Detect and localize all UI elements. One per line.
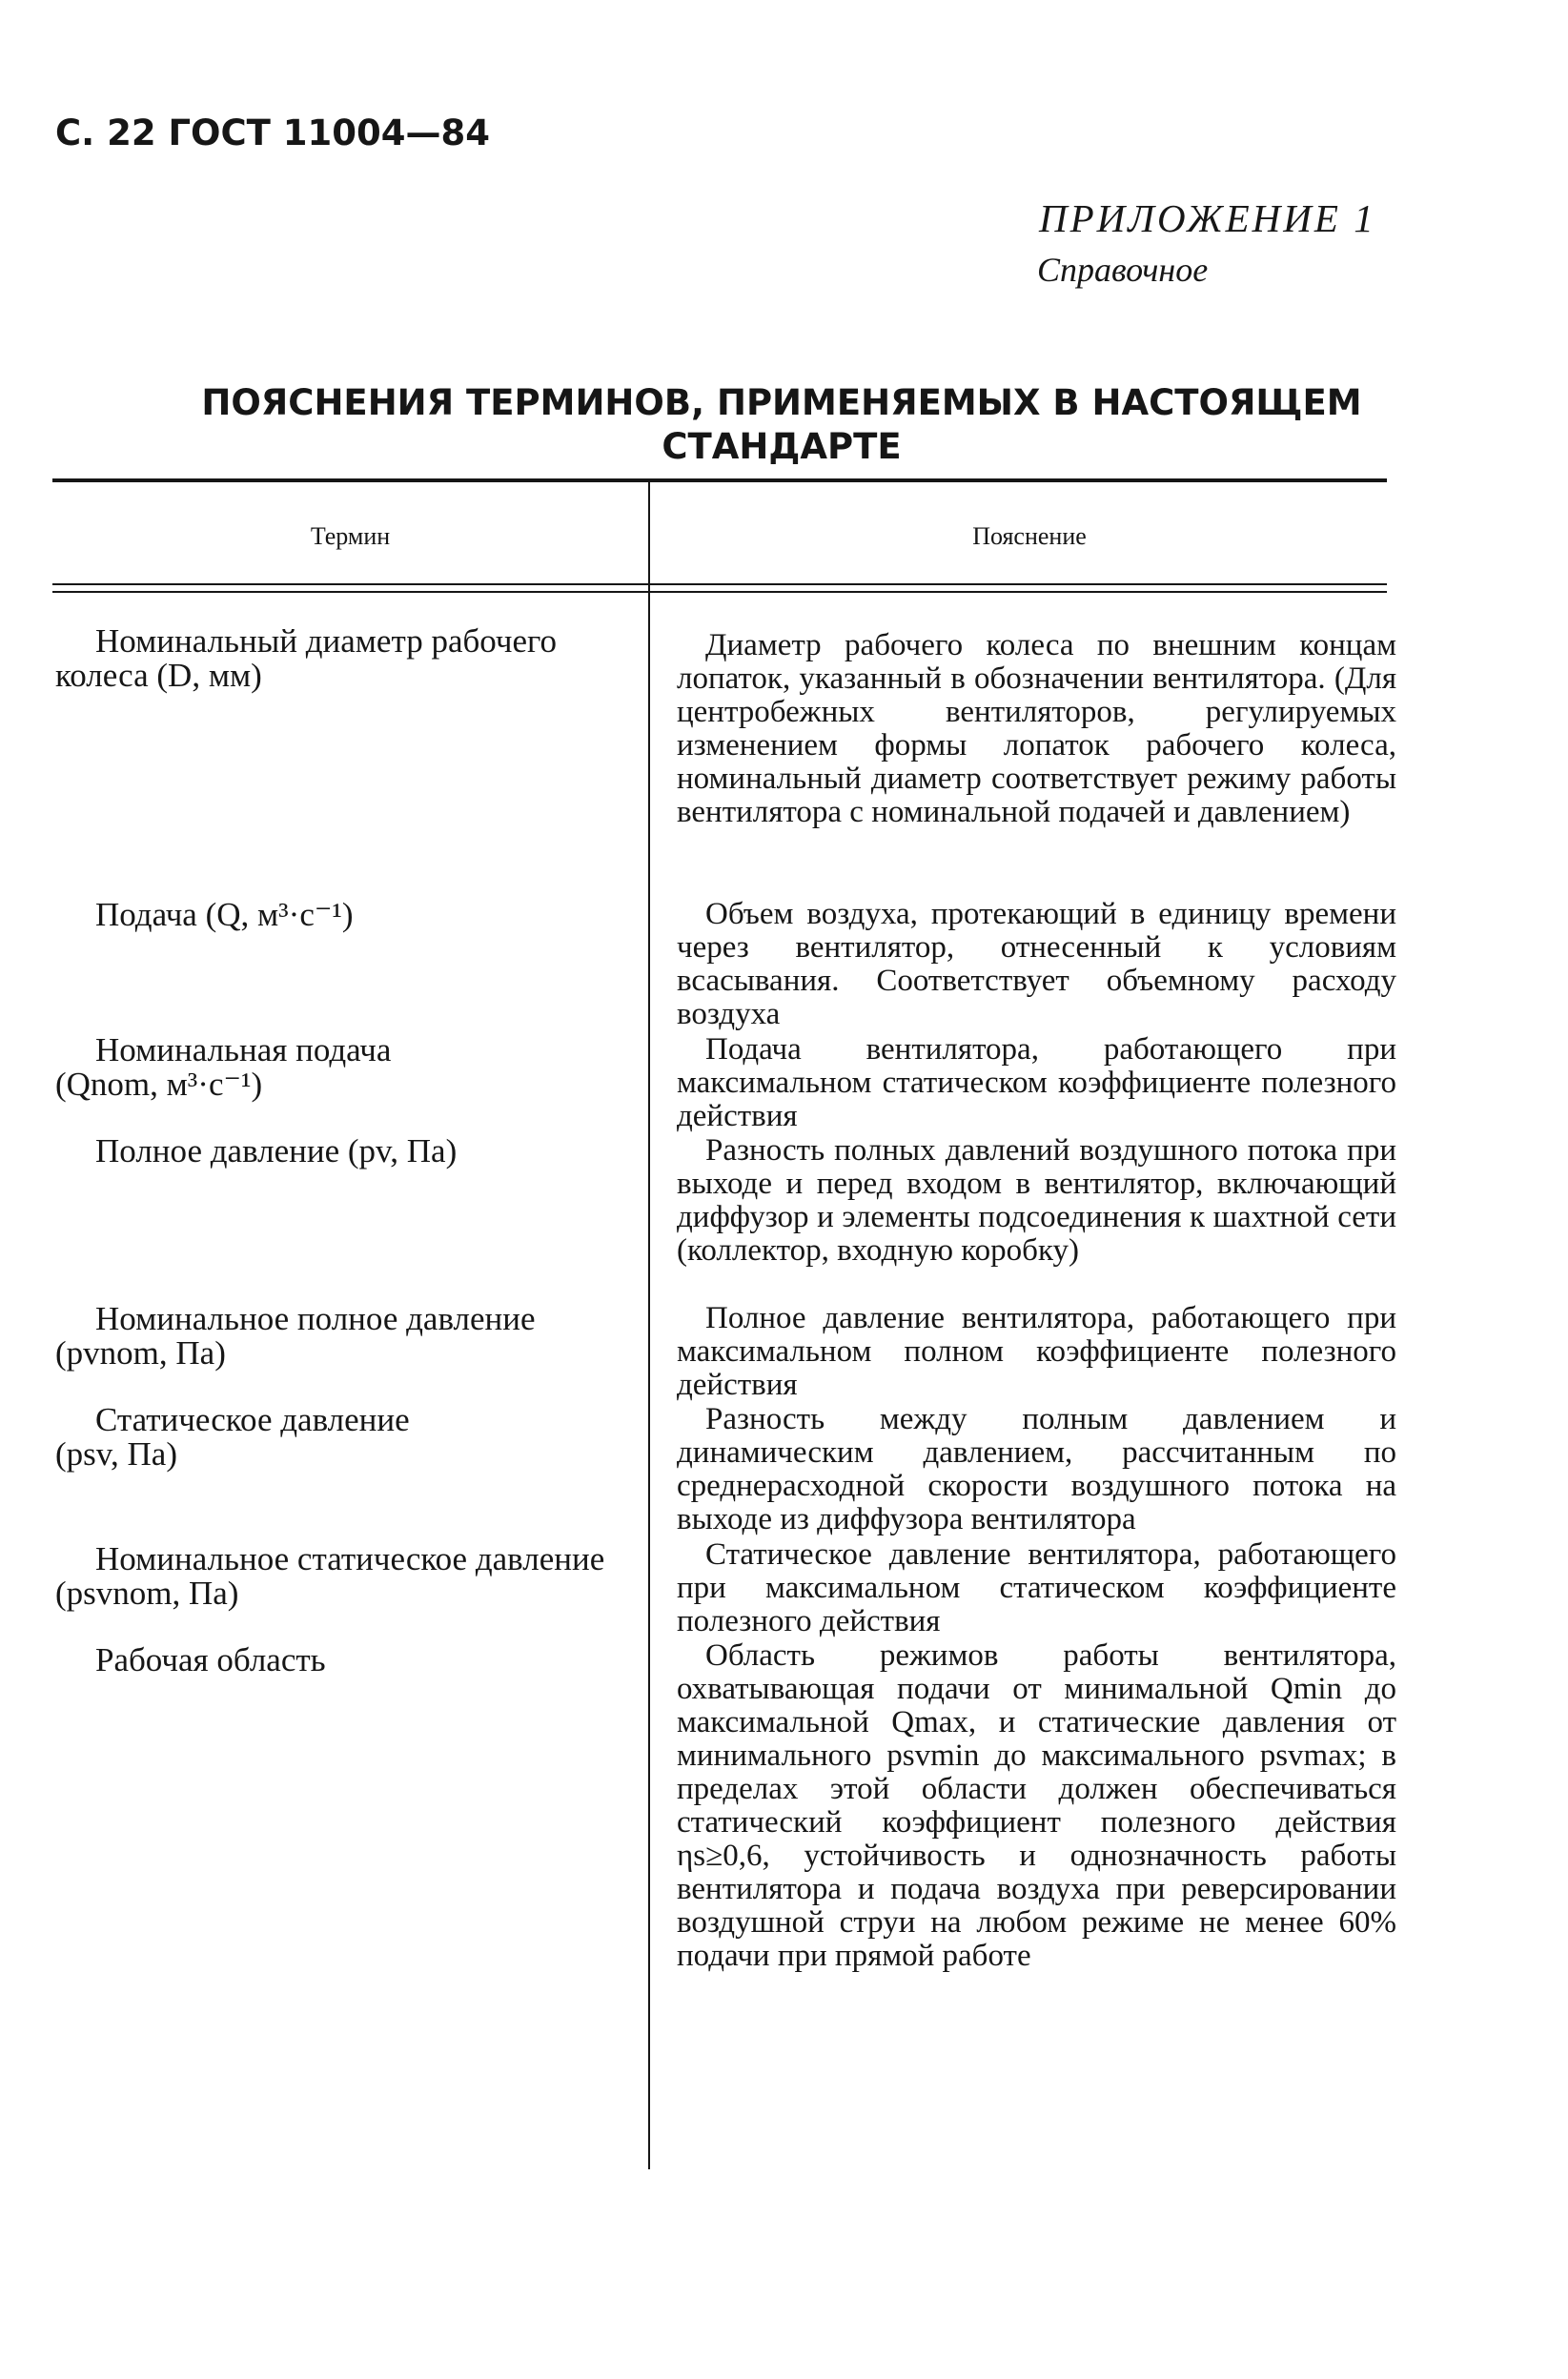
table-column-divider [648,482,650,2169]
page-header: С. 22 ГОСТ 11004—84 [55,112,490,153]
title-line-2: СТАНДАРТЕ [662,426,902,467]
explanation-nominal-static-pressure: Статическое давление вентилятора, работающего при максимальном статическом коэффициенте полезного действия [677,1537,1396,1638]
appendix-label: ПРИЛОЖЕНИЕ 1 [1039,196,1376,240]
table-top-rule [52,478,1387,482]
explanation-nominal-total-pressure: Полное давление вентилятора, работающего при максимальном полном коэффициенте полезного действия [677,1301,1396,1402]
term-flow: Подача (Q, м³·с⁻¹) [95,896,354,933]
explanation-flow: Объем воздуха, протекающий в единицу времени через вентилятор, отнесенный к условиям всасывания. Соответствует объемному расходу воздуха [677,897,1396,1031]
term-nominal-static-pressure: Номинальное статическое давление (psvnom, Па) [55,1540,605,1612]
term-nominal-diameter: Номинальный диаметр рабочего колеса (D, мм) [55,622,558,694]
document-title [57,381,1506,469]
term-nominal-flow: Номинальная подача (Qnom, м³·с⁻¹) [55,1031,392,1103]
explanation-operating-region: Область режимов работы вентилятора, охватывающая подачи от минимальной Qmin до максимальной Qmax, и статические давления от минимального psvmin до максимального psvmax; в пределах этой области должен обеспечиваться статический коэффициент полезного действия ηs≥0,6, устойчивость и однозначность работы вентилятора и подача воздуха при реверсировании воздушной струи на любом режиме не менее 60% подачи при прямой работе [677,1638,1396,1973]
explanation-total-pressure: Разность полных давлений воздушного потока при выходе и перед входом в вентилятор, включающий диффузор и элементы подсоединения к шахтной сети (коллектор, входную коробку) [677,1133,1396,1268]
column-header-explanation: Пояснение [972,522,1087,550]
explanation-nominal-flow: Подача вентилятора, работающего при максимальном статическом коэффициенте полезного действия [677,1032,1396,1133]
table-header-rule-2 [52,591,1387,593]
term-total-pressure: Полное давление (pv, Па) [95,1132,458,1169]
appendix-type: Справочное [1037,251,1209,289]
table-header-rule-1 [52,583,1387,585]
column-header-term: Термин [310,522,391,550]
explanation-static-pressure: Разность между полным давлением и динамическим давлением, рассчитанным по среднерасходной скорости воздушного потока на выходе из диффузора вентилятора [677,1402,1396,1536]
term-operating-region: Рабочая область [95,1641,326,1678]
explanation-nominal-diameter: Диаметр рабочего колеса по внешним концам лопаток, указанный в обозначении вентилятора. (Для центробежных вентиляторов, регулируемых изменением формы лопаток рабочего колеса, номинальный диаметр соответствует режиму работы вентилятора с номинальной подачей и давлением) [677,628,1396,829]
title-line-1: ПОЯСНЕНИЯ ТЕРМИНОВ, ПРИМЕНЯЕМЫХ В НАСТОЯЩЕМ [201,382,1362,423]
term-static-pressure: Статическое давление (psv, Па) [55,1401,410,1473]
term-nominal-total-pressure: Номинальное полное давление (pvnom, Па) [55,1300,536,1372]
